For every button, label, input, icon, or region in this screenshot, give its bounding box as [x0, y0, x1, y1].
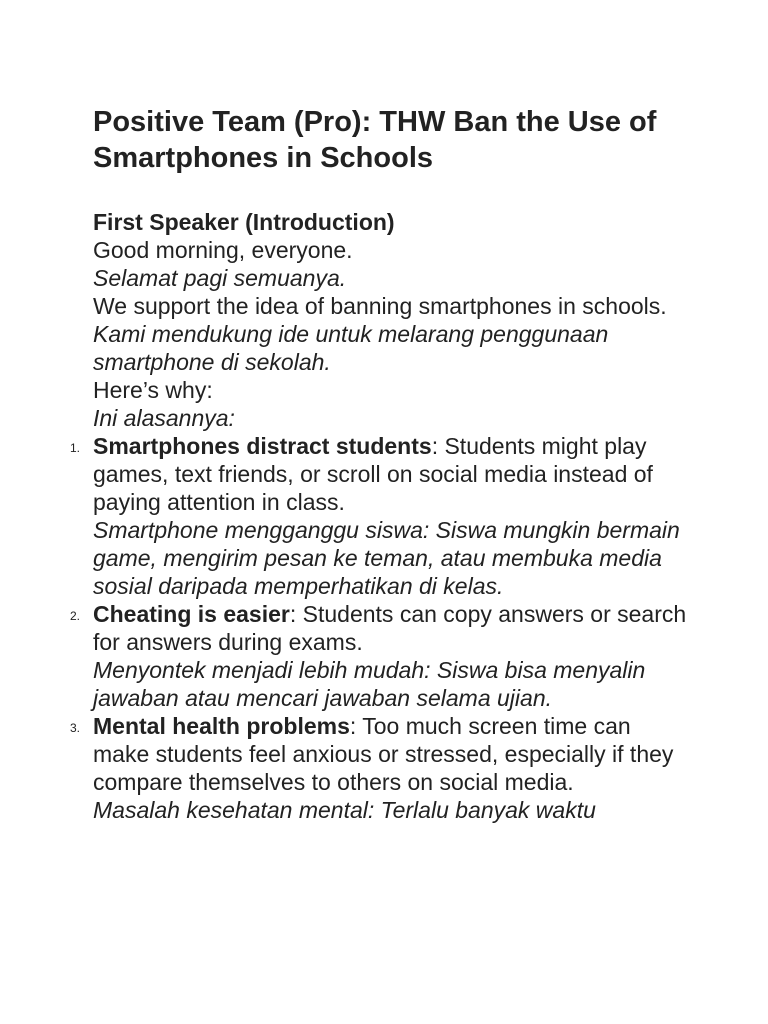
list-item-number: 3. — [70, 721, 81, 735]
page-title: Positive Team (Pro): THW Ban the Use of Smartphones in Schools — [93, 106, 657, 174]
point-title: Mental health problems — [93, 713, 350, 739]
list-item — [70, 712, 693, 824]
section-heading: First Speaker (Introduction) — [93, 209, 395, 235]
point-translation: Masalah kesehatan mental: Terlalu banyak waktu — [93, 797, 596, 823]
point-separator: : — [349, 713, 357, 739]
point-text — [93, 712, 693, 796]
point-body: Too much screen time can make students feel anxious or stressed, especially if they compare themselves to others on social media. — [93, 713, 674, 795]
intro-line: We support the idea of banning smartphones in schools. — [93, 293, 667, 319]
point-separator: : — [289, 601, 297, 627]
point-body: Students can copy answers or search for answers during exams. — [93, 601, 687, 655]
point-translation: Menyontek menjadi lebih mudah: Siswa bisa menyalin jawaban atau mencari jawaban selama ujian. — [93, 657, 646, 711]
point-title: Smartphones distract students — [93, 433, 432, 459]
list-item-number: 1. — [70, 441, 81, 455]
point-text — [93, 432, 693, 516]
intro-translation-line: Kami mendukung ide untuk melarang penggunaan smartphone di sekolah. — [93, 321, 609, 375]
document-page — [70, 104, 693, 824]
intro-line: Good morning, everyone. — [93, 237, 353, 263]
point-text — [93, 600, 693, 656]
list-item-number: 2. — [70, 609, 81, 623]
intro-line: Here’s why: — [93, 377, 213, 403]
list-item — [70, 432, 693, 600]
point-title: Cheating is easier — [93, 601, 290, 627]
numbered-list — [70, 432, 693, 824]
point-body: Students might play games, text friends, or scroll on social media instead of paying attention in class. — [93, 433, 653, 515]
intro-translation-line: Selamat pagi semuanya. — [93, 265, 347, 291]
intro-translation-line: Ini alasannya: — [93, 405, 235, 431]
list-item — [70, 600, 693, 712]
point-translation: Smartphone mengganggu siswa: Siswa mungkin bermain game, mengirim pesan ke teman, atau membuka media sosial daripada memperhatikan di kelas. — [93, 517, 680, 599]
intro-paragraph — [93, 236, 693, 432]
point-separator: : — [431, 433, 439, 459]
